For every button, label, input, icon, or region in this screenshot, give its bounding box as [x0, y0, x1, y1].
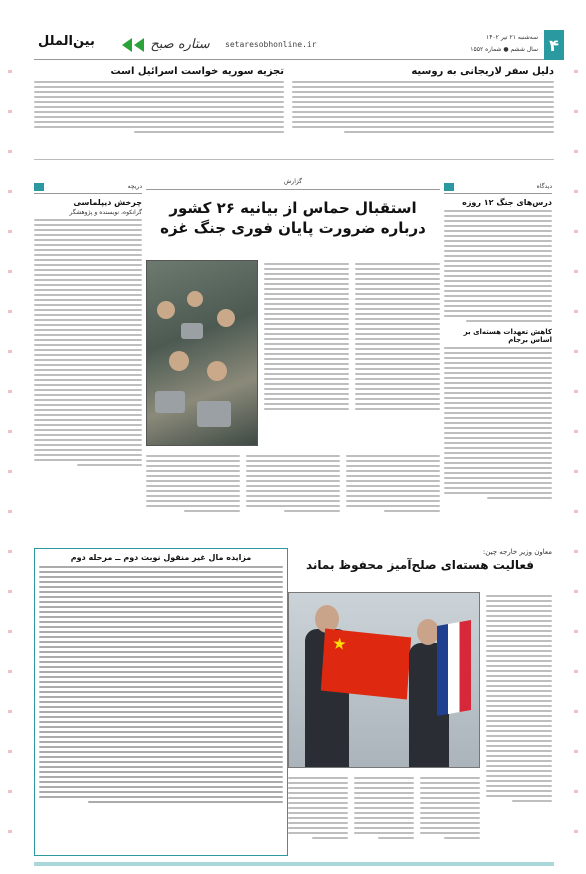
column-subhead: کاهش تعهدات هسته‌ای بر اساس برجام — [463, 328, 552, 344]
column-body — [444, 210, 552, 322]
story-body — [292, 81, 554, 133]
main-text-columns — [264, 260, 440, 446]
main-headline — [146, 198, 440, 238]
right-margin-decoration — [574, 70, 578, 850]
main-headline-line2: درباره ضرورت پایان فوری جنگ غزه — [160, 219, 426, 237]
column-tag — [34, 180, 142, 194]
column-title: چرخش دیپلماسی — [73, 198, 142, 207]
story-larijani-russia[interactable] — [292, 66, 554, 156]
story-headline: دلیل سفر لاریجانی به روسیه — [411, 66, 554, 77]
column-title: درس‌های جنگ ۱۲ روزه — [462, 198, 552, 207]
report-tag: گزارش — [146, 178, 440, 190]
page-number: ۴ — [544, 30, 564, 60]
column-body — [34, 219, 142, 466]
story-syria-partition[interactable] — [34, 66, 284, 156]
auction-body — [39, 566, 283, 803]
footer-strip — [34, 862, 554, 866]
opinion-column[interactable] — [444, 180, 552, 530]
article-headline: فعالیت هسته‌ای صلح‌آمیز محفوظ بماند — [305, 558, 535, 572]
story-headline: تجزیه سوریه خواست اسرائیل است — [110, 66, 284, 77]
column-author: گرانکوه، نویسنده و پژوهشگر — [69, 209, 142, 216]
main-headline-line1: استقبال حماس از بیانیه ۲۶ کشور — [169, 199, 417, 217]
text-column — [355, 260, 440, 446]
chevron-left-icon — [118, 38, 144, 52]
newspaper-logo: ستاره صبح — [150, 36, 210, 52]
left-margin-decoration — [8, 70, 12, 850]
china-flag: ★ — [321, 628, 411, 699]
story-body — [34, 81, 284, 133]
france-flag — [437, 620, 471, 716]
gaza-food-queue-photo — [146, 260, 258, 446]
column-tag-icon — [444, 183, 454, 191]
column-tag-label: دیدگاه — [536, 183, 552, 190]
main-text-lower — [146, 452, 440, 526]
issue-line: سال ششم ● شماره ۱۵۵۲ — [470, 46, 538, 53]
column-tag — [444, 180, 552, 194]
column-body-2 — [444, 347, 552, 499]
article-kicker: معاون وزیر خارجه چین: — [482, 548, 552, 556]
main-article[interactable] — [146, 178, 440, 530]
auction-notice[interactable] — [34, 548, 288, 856]
diplomat-flags-photo — [288, 592, 480, 768]
column-tag-icon — [34, 183, 44, 191]
article-side-text — [486, 592, 552, 852]
text-column — [264, 260, 349, 446]
china-nuclear-article[interactable] — [288, 548, 552, 856]
site-url[interactable]: setaresobhonline.ir — [225, 40, 317, 49]
column-tag-label: دریچه — [127, 183, 142, 190]
top-stories-band — [34, 62, 554, 160]
section-name: بین‌الملل — [38, 34, 95, 49]
window-column[interactable] — [34, 180, 142, 530]
article-bottom-text — [288, 774, 480, 856]
auction-title: مزایده مال غیر منقول نوبت دوم ــ مرحله دوم — [70, 553, 252, 562]
date-line: سه‌شنبه ۲۱ تیر ۱۴۰۲ — [486, 34, 538, 41]
